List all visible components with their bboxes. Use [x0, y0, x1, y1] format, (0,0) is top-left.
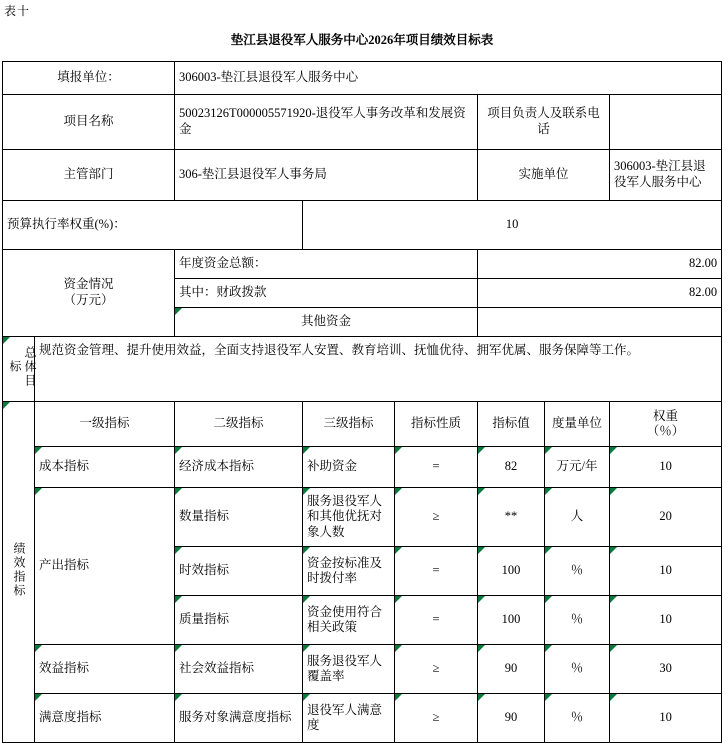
comment-marker-icon [303, 447, 310, 454]
cell-l3: 服务退役军人覆盖率 [303, 645, 395, 694]
comment-marker-icon [175, 547, 182, 554]
project-name-value: 50023126T000005571920-退役军人事务改革和发展资金 [175, 94, 478, 149]
cell-nature: ≥ [395, 694, 478, 743]
comment-marker-icon [610, 547, 617, 554]
report-unit-value: 306003-垫江县退役军人服务中心 [175, 61, 722, 94]
comment-marker-icon [610, 447, 617, 454]
comment-marker-icon [395, 596, 402, 603]
comment-marker-icon [3, 337, 10, 344]
comment-marker-icon [175, 308, 182, 315]
performance-goal-table [2, 22, 722, 743]
table-row [3, 694, 722, 743]
header-unit: 度量单位 [545, 402, 610, 447]
cell-value: 90 [478, 645, 545, 694]
comment-marker-icon [395, 694, 402, 701]
page-title: 垫江县退役军人服务中心2026年项目绩效目标表 [3, 23, 722, 62]
cell-value: 100 [478, 596, 545, 645]
comment-marker-icon [545, 488, 552, 495]
cell-l3: 资金使用符合相关政策 [303, 596, 395, 645]
comment-marker-icon [478, 596, 485, 603]
cell-weight: 10 [610, 694, 722, 743]
dept-value: 306-垫江县退役军人事务局 [175, 149, 478, 200]
cell-l3: 资金按标准及时拨付率 [303, 547, 395, 596]
comment-marker-icon [545, 447, 552, 454]
cell-nature: ≥ [395, 645, 478, 694]
comment-marker-icon [303, 645, 310, 652]
comment-marker-icon [478, 547, 485, 554]
comment-marker-icon [545, 547, 552, 554]
cell-value: 82 [478, 447, 545, 488]
comment-marker-icon [175, 694, 182, 701]
comment-marker-icon [610, 488, 617, 495]
cell-l3: 服务退役军人和其他优抚对象人数 [303, 488, 395, 547]
budget-rate-label: 预算执行率权重(%)： [3, 200, 303, 249]
comment-marker-icon [3, 402, 10, 409]
comment-marker-icon [35, 447, 42, 454]
comment-marker-icon [303, 547, 310, 554]
cell-unit: ％ [545, 694, 610, 743]
cell-l1: 成本指标 [35, 447, 175, 488]
cell-l2: 服务对象满意度指标 [175, 694, 303, 743]
cell-weight: 10 [610, 596, 722, 645]
cell-l1: 产出指标 [35, 488, 175, 645]
report-unit-label: 填报单位： [3, 61, 175, 94]
cell-weight: 10 [610, 547, 722, 596]
comment-marker-icon [395, 447, 402, 454]
impl-unit-value: 306003-垫江县退役军人服务中心 [610, 149, 722, 200]
header-l2: 二级指标 [175, 402, 303, 447]
header-weight-line1: 权重 [653, 408, 679, 423]
comment-marker-icon [35, 694, 42, 701]
table-row [3, 488, 722, 547]
funds-label [3, 249, 175, 336]
project-owner-label: 项目负责人及联系电话 [478, 94, 610, 149]
cell-unit: 人 [545, 488, 610, 547]
cell-l1: 效益指标 [35, 645, 175, 694]
table-row [3, 645, 722, 694]
funds-row-name: 年度资金总额： [175, 249, 478, 278]
header-l3: 三级指标 [303, 402, 395, 447]
cell-nature: = [395, 447, 478, 488]
header-value: 指标值 [478, 402, 545, 447]
cell-unit: ％ [545, 547, 610, 596]
comment-marker-icon [610, 596, 617, 603]
funds-label-line2: （万元） [63, 292, 114, 307]
header-weight [610, 402, 722, 447]
cell-weight: 20 [610, 488, 722, 547]
comment-marker-icon [175, 596, 182, 603]
cell-nature: = [395, 596, 478, 645]
comment-marker-icon [545, 596, 552, 603]
comment-marker-icon [610, 694, 617, 701]
comment-marker-icon [303, 488, 310, 495]
project-name-label: 项目名称 [3, 94, 175, 149]
comment-marker-icon [478, 645, 485, 652]
comment-marker-icon [478, 694, 485, 701]
budget-rate-value: 10 [303, 200, 722, 249]
comment-marker-icon [395, 547, 402, 554]
cell-unit: ％ [545, 645, 610, 694]
cell-nature: ≥ [395, 488, 478, 547]
cell-l2: 质量指标 [175, 596, 303, 645]
cell-unit: ％ [545, 596, 610, 645]
funds-row-value [478, 307, 722, 336]
cell-l2: 时效指标 [175, 547, 303, 596]
header-nature: 指标性质 [395, 402, 478, 447]
funds-row-value: 82.00 [478, 249, 722, 278]
sheet-tag: 表十 [4, 4, 31, 18]
comment-marker-icon [35, 488, 42, 495]
cell-l2: 经济成本指标 [175, 447, 303, 488]
comment-marker-icon [303, 694, 310, 701]
comment-marker-icon [478, 488, 485, 495]
funds-label-line1: 资金情况 [63, 277, 114, 291]
comment-marker-icon [175, 488, 182, 495]
overall-goal-label: 总体目标 [3, 336, 35, 402]
project-owner-value [610, 94, 722, 149]
funds-row-name: 其他资金 [175, 307, 478, 336]
cell-value: 90 [478, 694, 545, 743]
header-l1: 一级指标 [35, 402, 175, 447]
perf-label: 绩效指标 [3, 402, 35, 743]
cell-l3: 退役军人满意度 [303, 694, 395, 743]
cell-nature: = [395, 547, 478, 596]
table-row [3, 447, 722, 488]
comment-marker-icon [35, 645, 42, 652]
comment-marker-icon [395, 488, 402, 495]
comment-marker-icon [478, 447, 485, 454]
funds-row-name: 其中：财政拨款 [175, 278, 478, 307]
comment-marker-icon [610, 645, 617, 652]
cell-l1: 满意度指标 [35, 694, 175, 743]
cell-l2: 社会效益指标 [175, 645, 303, 694]
comment-marker-icon [303, 596, 310, 603]
impl-unit-label: 实施单位 [478, 149, 610, 200]
comment-marker-icon [175, 645, 182, 652]
overall-goal-text: 规范资金管理、提升使用效益，全面支持退役军人安置、教育培训、抚恤优待、拥军优属、服务保障等工作。 [35, 336, 722, 402]
cell-l2: 数量指标 [175, 488, 303, 547]
cell-l3: 补助资金 [303, 447, 395, 488]
cell-value: ** [478, 488, 545, 547]
cell-unit: 万元/年 [545, 447, 610, 488]
comment-marker-icon [545, 694, 552, 701]
comment-marker-icon [395, 645, 402, 652]
header-weight-line2: （％） [646, 424, 685, 439]
comment-marker-icon [175, 447, 182, 454]
comment-marker-icon [545, 645, 552, 652]
cell-value: 100 [478, 547, 545, 596]
cell-weight: 30 [610, 645, 722, 694]
funds-row-value: 82.00 [478, 278, 722, 307]
dept-label: 主管部门 [3, 149, 175, 200]
cell-weight: 10 [610, 447, 722, 488]
